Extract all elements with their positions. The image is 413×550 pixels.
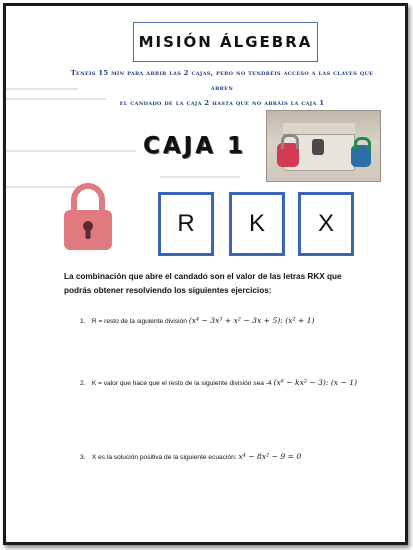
letter-card-r: [158, 192, 214, 256]
box-title: CAJA 1: [143, 133, 247, 159]
chest-lid: [283, 123, 355, 135]
letter-card-x: [298, 192, 354, 256]
scan-artifact: [6, 98, 106, 100]
scan-artifact: [6, 88, 78, 90]
intro-line-2: el candado de la caja 2 hasta que no abráis la caja 1: [119, 99, 325, 107]
exercise-math: x⁴ − 8x² − 9 = 0: [238, 452, 302, 461]
exercise-3: [80, 452, 390, 461]
exercise-text: K = valor que hace que el resto de la siguiente división sea -4: [91, 380, 272, 387]
exercise-math: (x⁶ − kx² − 3): (x − 1): [273, 378, 358, 387]
exercise-1: [80, 316, 390, 325]
letter-card-k: [229, 192, 285, 256]
red-lock-icon: [277, 143, 299, 167]
exercise-number: 3.: [80, 454, 86, 461]
chest-latch: [312, 139, 324, 155]
exercise-2: [80, 378, 390, 387]
letter-r: R: [177, 210, 195, 237]
chest-photo: [266, 110, 381, 182]
exercise-number: 2.: [80, 380, 86, 387]
page-title: MISIÓN ÁLGEBRA: [138, 33, 313, 51]
letter-k: K: [248, 210, 265, 237]
intro-line-1: Tenéis 15 min para abrir las 2 cajas, pero no tendréis acceso a las claves que abren: [70, 69, 374, 92]
blue-lock-icon: [351, 145, 371, 167]
scan-artifact: [6, 150, 136, 152]
title-box: [133, 22, 318, 62]
instructions-paragraph: La combinación que abre el candado son el valor de las letras RKX que podrás obtener resolviendo los siguientes ejercicios:: [64, 272, 342, 295]
exercise-text: R = resto de la siguiente división: [91, 318, 187, 325]
exercise-math: (x⁴ − 3x³ + x² − 3x + 5): (x² + 1): [188, 316, 315, 325]
intro-text: [62, 66, 382, 111]
exercise-number: 1.: [80, 318, 86, 325]
letter-x: X: [317, 210, 334, 237]
padlock-icon: [62, 180, 114, 252]
scan-artifact: [160, 176, 240, 178]
exercise-text: X es la solución positiva de la siguiente ecuación:: [91, 454, 237, 461]
